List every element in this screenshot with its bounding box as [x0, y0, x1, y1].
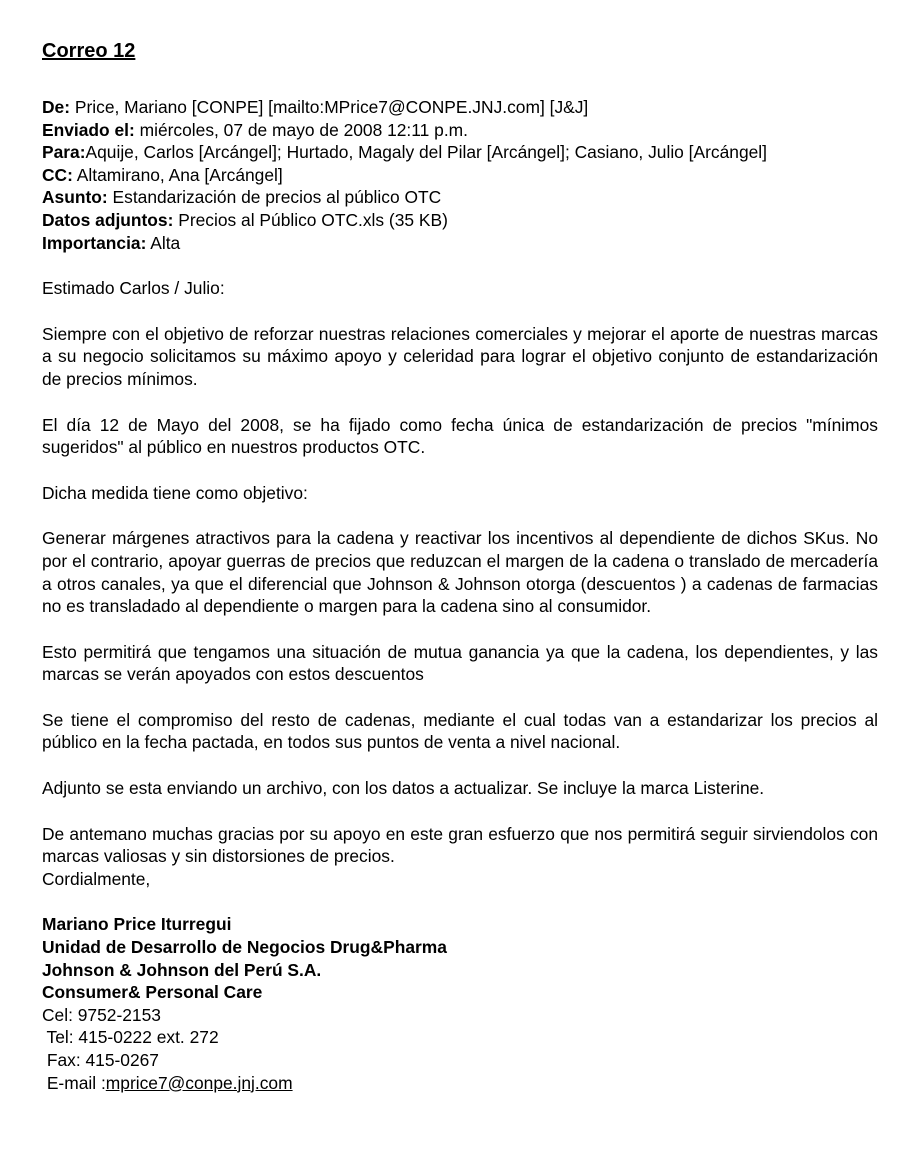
header-importance — [42, 232, 878, 255]
header-from — [42, 96, 878, 119]
paragraph-7: Adjunto se esta enviando un archivo, con los datos a actualizar. Se incluye la marca Listerine. — [42, 778, 765, 799]
cc-value: Altamirano, Ana [Arcángel] — [72, 164, 283, 185]
from-label: De: — [42, 97, 71, 117]
signature-name: Mariano Price Iturregui — [42, 914, 232, 935]
email-label: E-mail : — [42, 1072, 106, 1093]
paragraph-8: De antemano muchas gracias por su apoyo en este gran esfuerzo que nos permitirá seguir sirviendolos con marcas valiosas y sin distorsiones de precios. — [42, 823, 878, 867]
document-title: Correo 12 — [42, 40, 136, 62]
header-gap — [42, 254, 878, 277]
header-cc — [42, 164, 878, 187]
email-headers — [42, 96, 878, 254]
from-value: Price, Mariano [CONPE] [mailto:MPrice7@CONPE.JNJ.com] [J&J] — [70, 97, 589, 117]
header-to — [42, 141, 878, 164]
attachments-label: Datos adjuntos: — [42, 209, 174, 230]
paragraph-2: El día 12 de Mayo del 2008, se ha fijado como fecha única de estandarización de precios "mínimos sugeridos" al público en nuestros productos OTC. — [42, 414, 878, 458]
closing: Cordialmente, — [42, 868, 151, 889]
subject-label: Asunto: — [42, 187, 108, 208]
signature-fax: Fax: 415-0267 — [42, 1050, 159, 1070]
sent-label: Enviado el: — [42, 119, 135, 140]
importance-value: Alta — [146, 232, 181, 253]
email-document — [42, 39, 878, 1094]
signature-cel: Cel: 9752-2153 — [42, 1004, 161, 1025]
attachments-value: Precios al Público OTC.xls (35 KB) — [173, 209, 448, 230]
signature-company: Johnson & Johnson del Perú S.A. — [42, 959, 322, 980]
signature-email — [42, 1072, 878, 1095]
sent-value: miércoles, 07 de mayo de 2008 12:11 p.m. — [134, 119, 468, 140]
signature-gap — [42, 890, 878, 913]
header-attachments — [42, 209, 878, 232]
greeting: Estimado Carlos / Julio: — [42, 278, 225, 299]
email-link[interactable]: mprice7@conpe.jnj.com — [105, 1072, 293, 1093]
paragraph-5: Esto permitirá que tengamos una situación de mutua ganancia ya que la cadena, los dependientes, y las marcas se verán apoyados con estos descuentos — [42, 641, 878, 685]
header-subject — [42, 186, 878, 209]
importance-label: Importancia: — [42, 232, 147, 253]
header-sent — [42, 119, 878, 142]
cc-label: CC: — [42, 164, 73, 185]
signature-division: Consumer& Personal Care — [42, 982, 263, 1003]
paragraph-4: Generar márgenes atractivos para la cadena y reactivar los incentivos al dependiente de dichos SKus. No por el contrario, apoyar guerras de precios que reduzcan el margen de la cadena o translado de mercadería a otros canales, ya que el diferencial que Johnson & Johnson otorga (descuentos ) a cadenas de farmacias no es transladado al dependiente o margen para la cadena sino al consumidor. — [42, 528, 878, 617]
signature-block — [42, 913, 878, 1094]
paragraph-3: Dicha medida tiene como objetivo: — [42, 482, 308, 503]
signature-unit: Unidad de Desarrollo de Negocios Drug&Pharma — [42, 937, 447, 958]
to-value: Aquije, Carlos [Arcángel]; Hurtado, Magaly del Pilar [Arcángel]; Casiano, Julio [Arcángel] — [85, 142, 767, 163]
to-label: Para: — [42, 142, 86, 163]
subject-value: Estandarización de precios al público OTC — [107, 187, 442, 208]
paragraph-6: Se tiene el compromiso del resto de cadenas, mediante el cual todas van a estandarizar los precios al público en la fecha pactada, en todos sus puntos de venta a nivel nacional. — [42, 709, 878, 753]
signature-tel: Tel: 415-0222 ext. 272 — [42, 1027, 219, 1048]
paragraph-1: Siempre con el objetivo de reforzar nuestras relaciones comerciales y mejorar el aporte de nuestras marcas a su negocio solicitamos su máximo apoyo y celeridad para lograr el objetivo conjunto de estandarización de precios mínimos. — [42, 323, 878, 389]
